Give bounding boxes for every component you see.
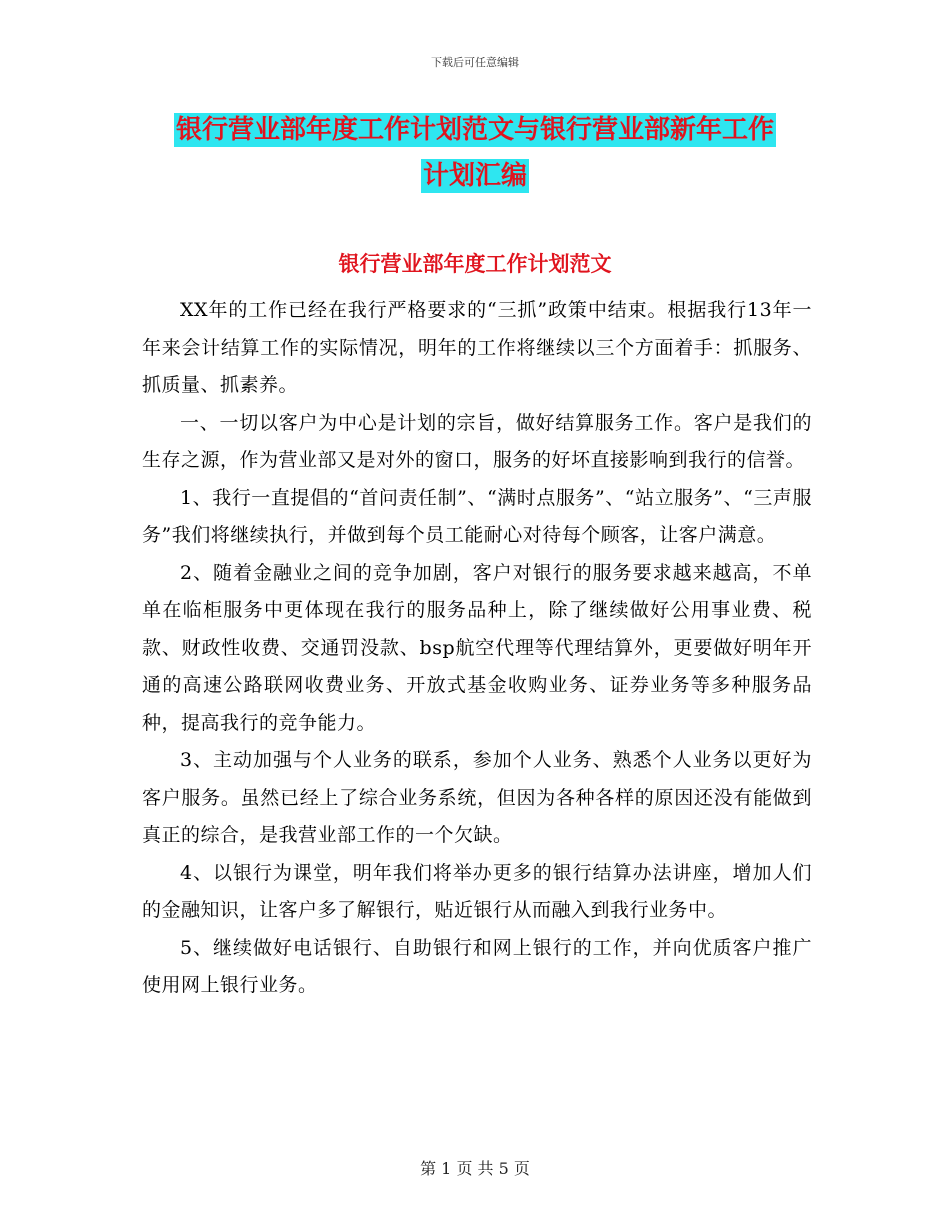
document-title-line-2: 计划汇编: [422, 161, 527, 191]
paragraph-item-2: 2、随着金融业之间的竞争加剧，客户对银行的服务要求越来越高，不单单在临柜服务中更体现在我行的服务品种上，除了继续做好公用事业费、税款、财政性收费、交通罚没款、bsp航空代理等代理结算外，更要做好明年开通的高速公路联网收费业务、开放式基金收购业务、证券业务等多种服务品种，提高我行的竞争能力。: [142, 561, 812, 734]
document-title-line-1: 银行营业部年度工作计划范文与银行营业部新年工作: [175, 115, 774, 145]
header-note: 下载后可任意编辑: [431, 56, 519, 69]
paragraph-intro: XX年的工作已经在我行严格要求的“三抓”政策中结束。根据我行13年一年来会计结算工作的实际情况，明年的工作将继续以三个方面着手：抓服务、抓质量、抓素养。: [142, 299, 812, 396]
paragraph-item-3: 3、主动加强与个人业务的联系，参加个人业务、熟悉个人业务以更好为客户服务。虽然已经上了综合业务系统，但因为各种各样的原因还没有能做到真正的综合，是我营业部工作的一个欠缺。: [142, 749, 812, 846]
document-body: [142, 292, 812, 1005]
page-number: 第 1 页 共 5 页: [420, 1159, 530, 1178]
paragraph-item-1: 1、我行一直提倡的“首问责任制”、“满时点服务”、“站立服务”、“三声服务”我们将继续执行，并做到每个员工能耐心对待每个顾客，让客户满意。: [142, 486, 812, 546]
section-title: 银行营业部年度工作计划范文: [338, 252, 612, 276]
document-title: [0, 110, 950, 202]
paragraph-item-4: 4、以银行为课堂，明年我们将举办更多的银行结算办法讲座，增加人们的金融知识，让客户多了解银行，贴近银行从而融入到我行业务中。: [142, 861, 812, 921]
paragraph-item-5: 5、继续做好电话银行、自助银行和网上银行的工作，并向优质客户推广使用网上银行业务。: [142, 936, 812, 996]
paragraph-section-1: 一、一切以客户为中心是计划的宗旨，做好结算服务工作。客户是我们的生存之源，作为营业部又是对外的窗口，服务的好坏直接影响到我行的信誉。: [142, 411, 812, 471]
